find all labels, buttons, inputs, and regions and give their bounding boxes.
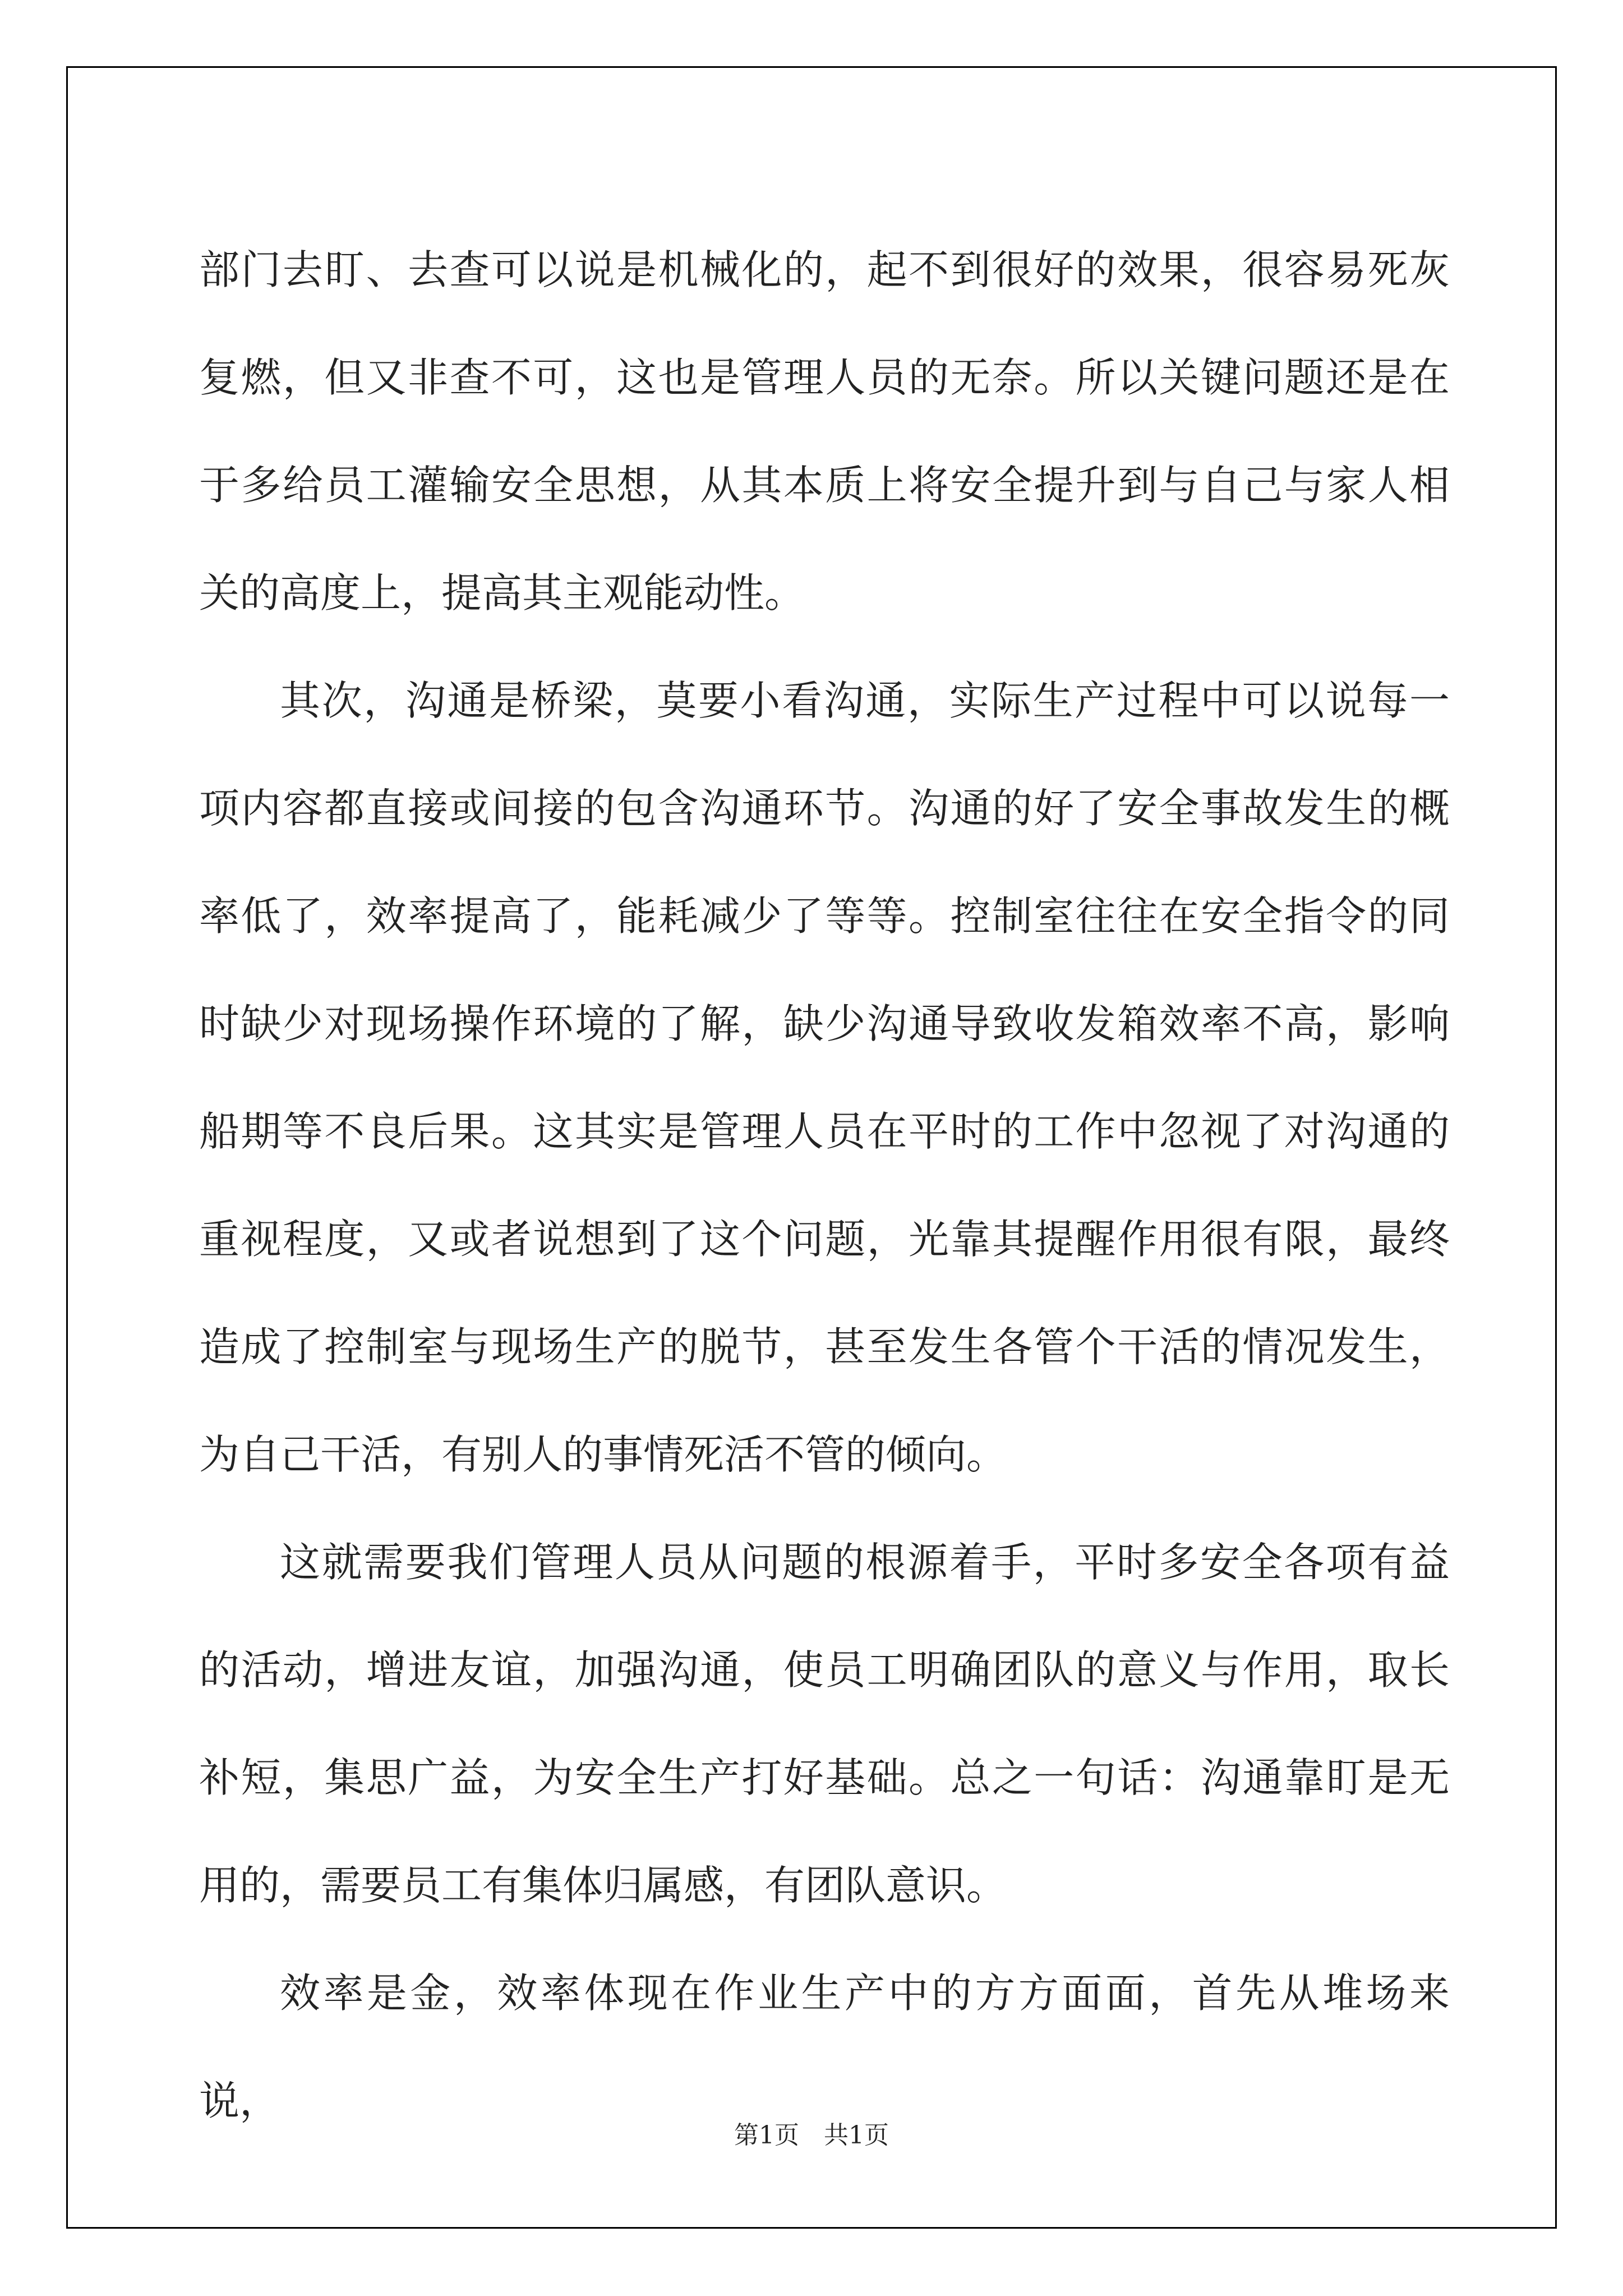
paragraph-3: 这就需要我们管理人员从问题的根源着手，平时多安全各项有益的活动，增进友谊，加强沟通，使员工明确团队的意义与作用，取长补短，集思广益，为安全生产打好基础。总之一句话：沟通靠盯是无用的，需要员工有集体归属感，有团队意识。: [199, 1539, 1450, 1909]
paragraph-1: 部门去盯、去查可以说是机械化的，起不到很好的效果，很容易死灰复燃，但又非查不可，这也是管理人员的无奈。所以关键问题还是在于多给员工灌输安全思想，从其本质上将安全提升到与自己与家人相关的高度上，提高其主观能动性。: [199, 246, 1450, 616]
document-body: [199, 216, 1450, 2155]
page-number-footer: 第1页 共1页: [734, 2121, 889, 2150]
paragraph-4: 效率是金，效率体现在作业生产中的方方面面，首先从堆场来说，: [199, 1970, 1450, 2124]
paragraph-2: 其次，沟通是桥梁，莫要小看沟通，实际生产过程中可以说每一项内容都直接或间接的包含沟通环节。沟通的好了安全事故发生的概率低了，效率提高了，能耗减少了等等。控制室往往在安全指令的同时缺少对现场操作环境的了解，缺少沟通导致收发箱效率不高，影响船期等不良后果。这其实是管理人员在平时的工作中忽视了对沟通的重视程度，又或者说想到了这个问题，光靠其提醒作用很有限，最终造成了控制室与现场生产的脱节，甚至发生各管个干活的情况发生，为自己干活，有别人的事情死活不管的倾向。: [199, 677, 1450, 1478]
